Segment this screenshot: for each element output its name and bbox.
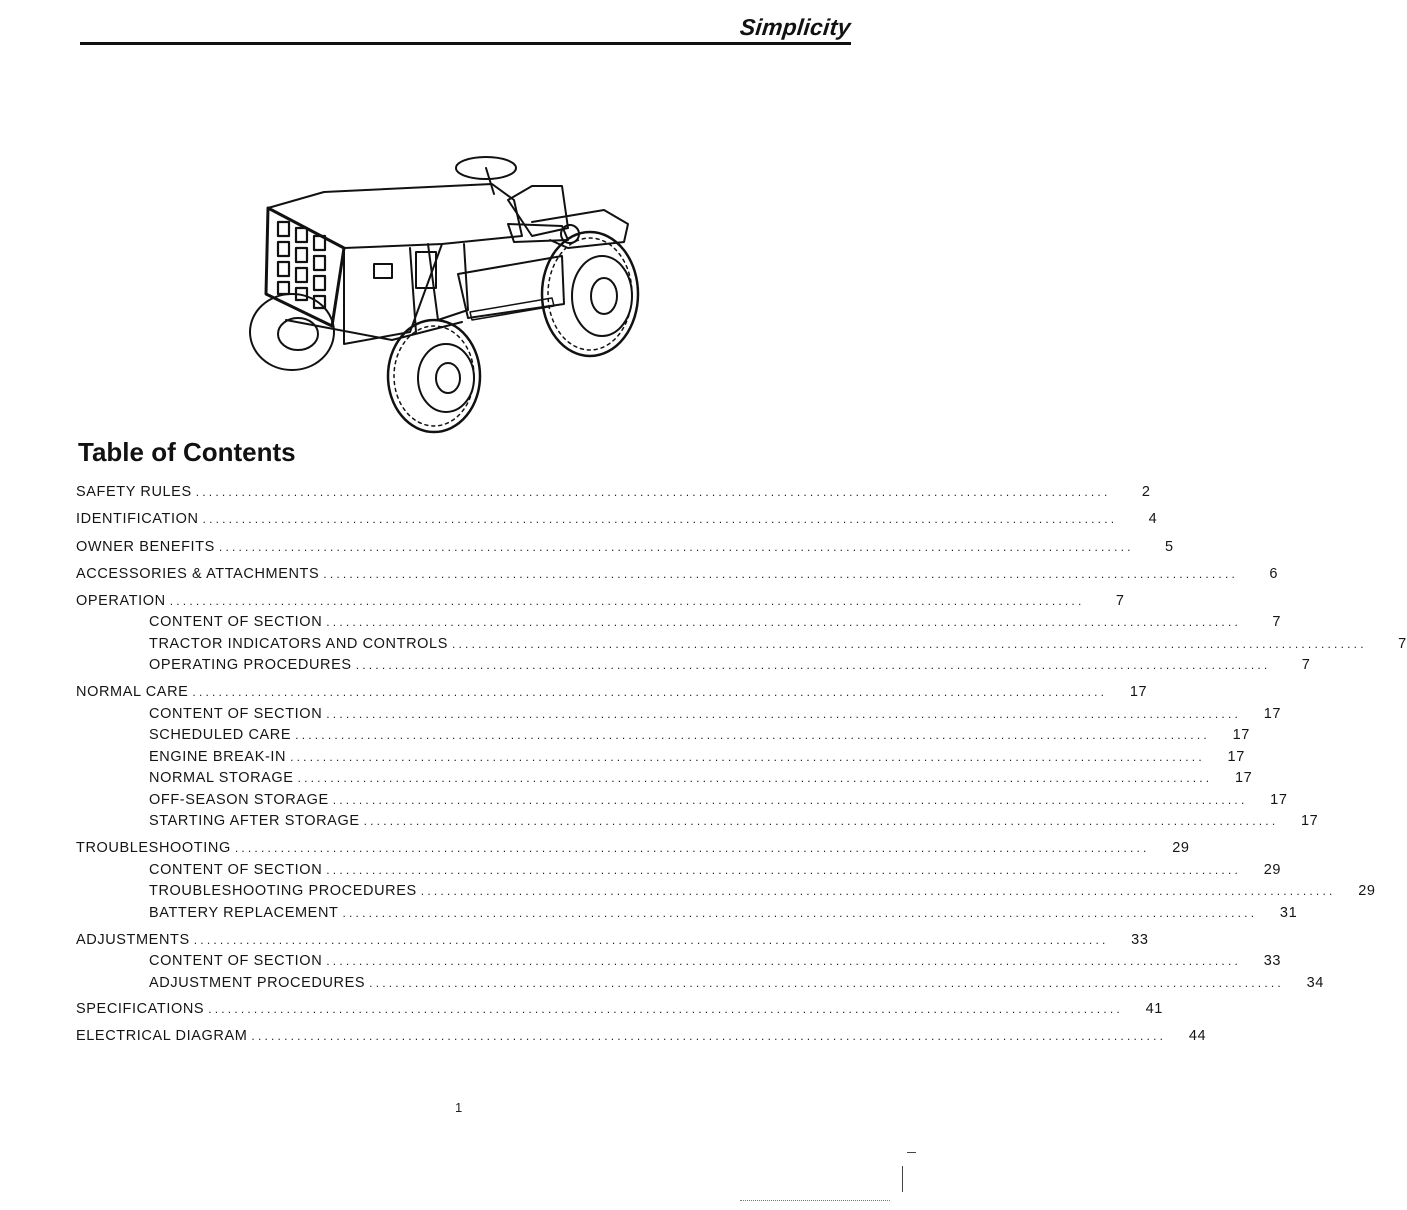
toc-entry-label: TROUBLESHOOTING	[76, 840, 231, 856]
toc-subentry	[149, 706, 1282, 728]
scan-artifact-dotted-line	[740, 1200, 890, 1202]
scan-artifact-mark	[907, 1152, 916, 1153]
toc-entry-page: 17	[1301, 813, 1319, 829]
toc-entry-page: 6	[1269, 566, 1279, 582]
toc-entry-page: 29	[1263, 862, 1282, 878]
toc-entry-page: 2	[1141, 484, 1151, 500]
toc-entry	[76, 1001, 1163, 1023]
page-number: 1	[455, 1100, 463, 1115]
toc-entry-page: 17	[1232, 727, 1250, 743]
toc-entry-label: OPERATING PROCEDURES	[149, 657, 352, 673]
toc-entry-label: ADJUSTMENTS	[76, 932, 190, 948]
toc-entry-label: CONTENT OF SECTION	[149, 706, 323, 722]
toc-entry-page: 41	[1145, 1001, 1163, 1017]
dot-leader: ............................................................................................................................................	[208, 1002, 1123, 1016]
dot-leader: ............................................................................................................................................	[342, 906, 1258, 920]
toc-subentry	[149, 749, 1245, 771]
toc-entry	[76, 484, 1151, 506]
dot-leader: ............................................................................................................................................	[234, 841, 1150, 855]
dot-leader: ............................................................................................................................................	[193, 933, 1109, 947]
toc-entry-label: SCHEDULED CARE	[149, 727, 292, 743]
toc-entry-label: CONTENT OF SECTION	[149, 614, 323, 630]
toc-entry-page: 17	[1270, 792, 1288, 808]
garden-tractor-illustration	[232, 144, 652, 444]
toc-entry-page: 7	[1272, 614, 1282, 630]
dot-leader: ............................................................................................................................................	[202, 512, 1118, 526]
toc-entry-page: 7	[1301, 657, 1311, 673]
scan-artifact-mark	[902, 1166, 903, 1192]
dot-leader: ............................................................................................................................................	[369, 976, 1284, 990]
toc-entry-page: 17	[1129, 684, 1148, 700]
dot-leader: ............................................................................................................................................	[251, 1029, 1167, 1043]
dot-leader: ............................................................................................................................................	[420, 884, 1336, 898]
toc-entry-label: STARTING AFTER STORAGE	[149, 813, 360, 829]
toc-entry-page: 7	[1115, 593, 1125, 609]
dot-leader: ............................................................................................................................................	[326, 707, 1242, 721]
dot-leader: ............................................................................................................................................	[295, 728, 1210, 742]
toc-entry-page: 29	[1172, 840, 1190, 856]
dot-leader: ............................................................................................................................................	[192, 685, 1108, 699]
dot-leader: ............................................................................................................................................	[332, 793, 1248, 807]
toc-title: Table of Contents	[78, 437, 296, 467]
toc-entry-label: SAFETY RULES	[76, 484, 192, 500]
dot-leader: ............................................................................................................................................	[290, 750, 1205, 764]
toc-subentry	[149, 975, 1324, 997]
toc-subentry	[149, 657, 1311, 679]
toc-entry-page: 5	[1165, 539, 1174, 555]
toc-entry	[76, 684, 1148, 706]
dot-leader: ............................................................................................................................................	[297, 771, 1213, 785]
toc-entry-page: 17	[1227, 749, 1245, 765]
toc-entry	[76, 932, 1149, 954]
dot-leader: ............................................................................................................................................	[451, 637, 1367, 651]
dot-leader: ............................................................................................................................................	[355, 658, 1271, 672]
toc-entry	[76, 840, 1190, 862]
toc-entry	[76, 1028, 1207, 1050]
toc-entry-label: ENGINE BREAK-IN	[149, 749, 287, 765]
toc-entry-label: OFF-SEASON STORAGE	[149, 792, 329, 808]
toc-subentry	[149, 614, 1282, 636]
toc-entry-page: 17	[1235, 770, 1253, 786]
dot-leader: ............................................................................................................................................	[326, 863, 1242, 877]
dot-leader: ............................................................................................................................................	[323, 567, 1239, 581]
toc-subentry	[149, 883, 1376, 905]
toc-entry-label: TRACTOR INDICATORS AND CONTROLS	[149, 636, 448, 652]
toc-entry-page: 4	[1148, 511, 1158, 527]
toc-subentry	[149, 862, 1282, 884]
toc-entry-page: 29	[1358, 883, 1376, 899]
toc-subentry	[149, 792, 1288, 814]
toc-subentry	[149, 953, 1282, 975]
toc-entry-label: TROUBLESHOOTING PROCEDURES	[149, 883, 417, 899]
toc-subentry	[149, 727, 1250, 749]
toc-entry-label: IDENTIFICATION	[76, 511, 199, 527]
toc-entry-page: 31	[1279, 905, 1298, 921]
toc-entry-page: 34	[1306, 975, 1324, 991]
toc-entry-label: CONTENT OF SECTION	[149, 953, 323, 969]
dot-leader: ............................................................................................................................................	[326, 954, 1242, 968]
toc-entry-label: BATTERY REPLACEMENT	[149, 905, 339, 921]
toc-entry-label: OPERATION	[76, 593, 166, 609]
toc-entry-page: 17	[1263, 706, 1282, 722]
toc-entry	[76, 511, 1158, 533]
toc-entry-page: 33	[1131, 932, 1149, 948]
toc-entry-label: CONTENT OF SECTION	[149, 862, 323, 878]
toc-entry-page: 44	[1188, 1028, 1207, 1044]
toc-entry-page: 33	[1263, 953, 1282, 969]
toc-subentry	[149, 813, 1319, 835]
toc-subentry	[149, 770, 1253, 792]
dot-leader: ............................................................................................................................................	[195, 485, 1111, 499]
dot-leader: ............................................................................................................................................	[326, 615, 1242, 629]
toc-entry-label: NORMAL CARE	[76, 684, 189, 700]
dot-leader: ............................................................................................................................................	[363, 814, 1279, 828]
toc-entry-page: 7	[1398, 636, 1407, 652]
dot-leader: ............................................................................................................................................	[169, 594, 1085, 608]
toc-entry-label: ADJUSTMENT PROCEDURES	[149, 975, 366, 991]
toc-entry	[76, 593, 1125, 615]
toc-entry-label: ACCESSORIES & ATTACHMENTS	[76, 566, 320, 582]
dot-leader: ............................................................................................................................................	[218, 540, 1134, 554]
toc-entry-label: ELECTRICAL DIAGRAM	[76, 1028, 248, 1044]
toc-entry-label: SPECIFICATIONS	[76, 1001, 205, 1017]
toc-subentry	[149, 905, 1298, 927]
header-rule	[80, 42, 851, 45]
toc-entry-label: OWNER BENEFITS	[76, 539, 215, 555]
toc-entry-label: NORMAL STORAGE	[149, 770, 294, 786]
toc-entry	[76, 566, 1279, 588]
brand-logo: Simplicity	[739, 14, 853, 40]
toc-subentry	[149, 636, 1407, 658]
toc-entry	[76, 539, 1174, 561]
